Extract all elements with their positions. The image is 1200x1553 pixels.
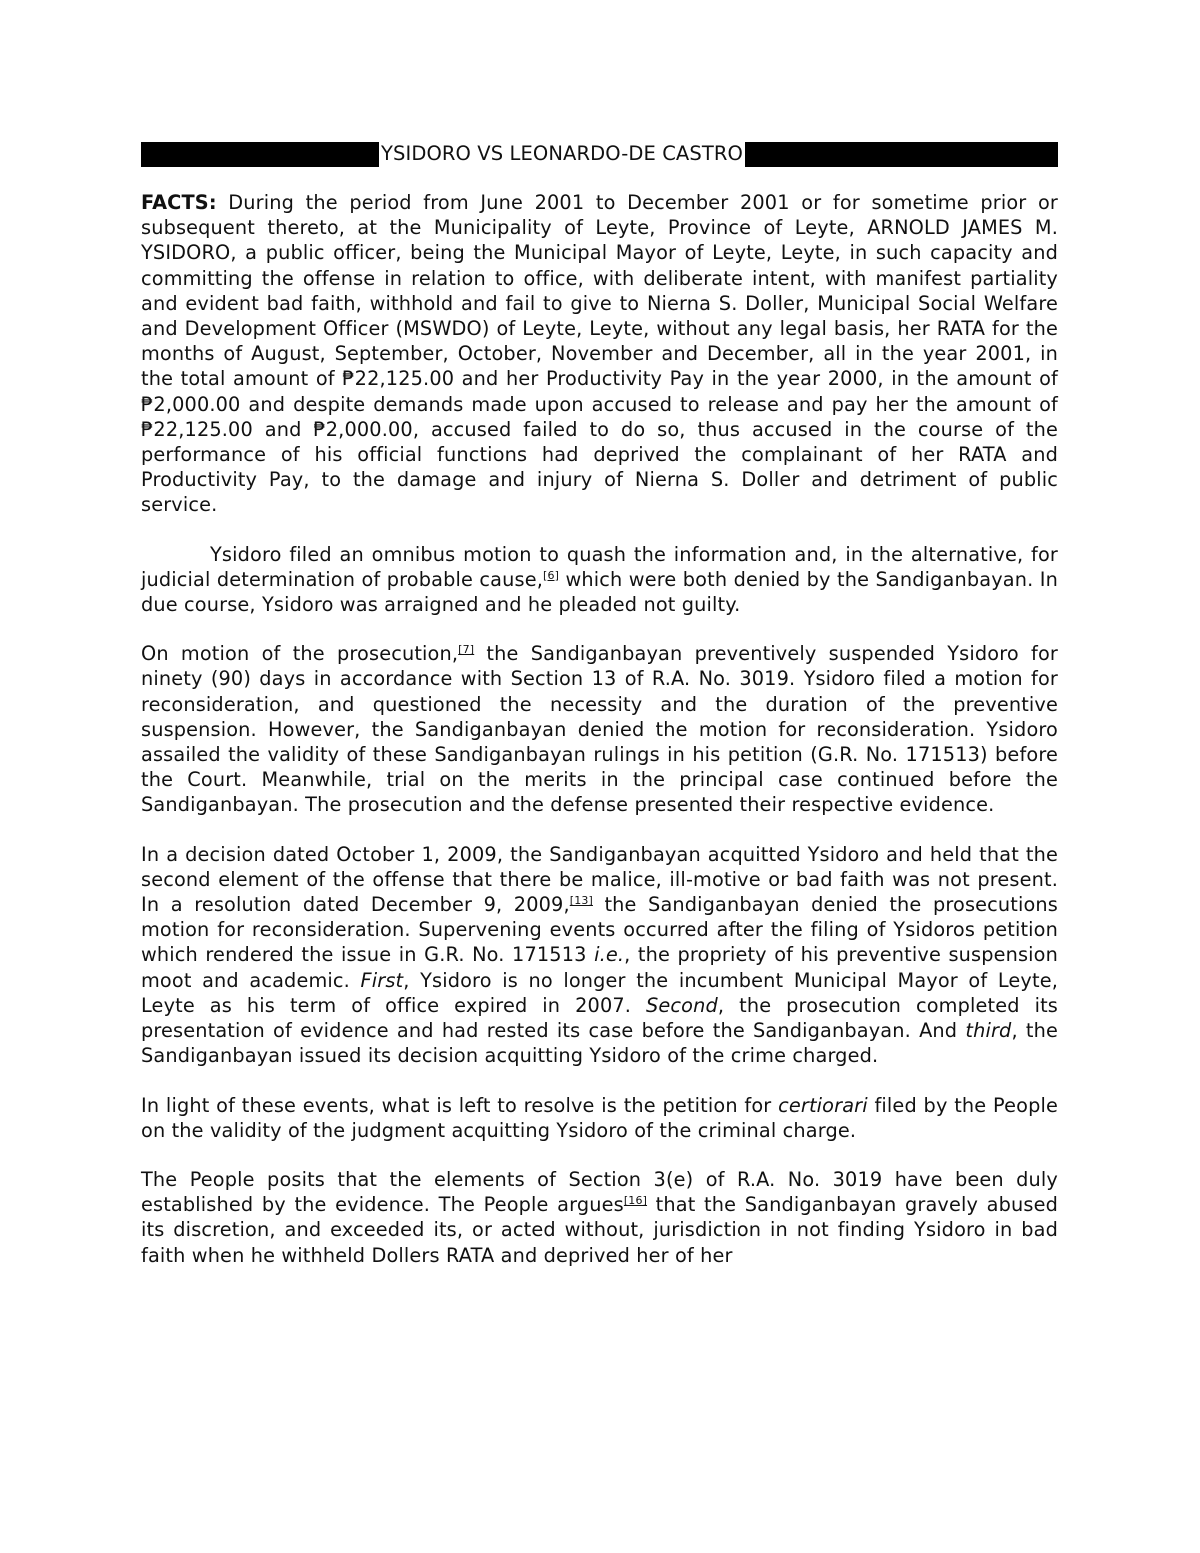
paragraph-text: the Sandiganbayan preventively suspended Ysidoro for ninety (90) days in accordance with Section 13 of R.A. No. 3019. Ysidoro filed a motion for reconsideration, and questioned the necessity and the duration of the preventive suspension. However, the Sandiganbayan denied the motion for reconsideration. Ysidoro assailed the validity of these Sandiganbayan rulings in his petition (G.R. No. 171513) before the Court. Meanwhile, trial on the merits in the principal case continued before the Sandiganbayan. The prosecution and the defense presented their respective evidence.: [141, 642, 1058, 817]
paragraph-text: , the propriety of his preventive suspension moot and academic.: [141, 943, 1058, 992]
decision-paragraph: [141, 842, 1058, 1069]
paragraph-text: In light of these events, what is left to resolve is the petition for: [141, 1093, 779, 1117]
people-argument-paragraph: [141, 1167, 1058, 1268]
paragraph-text: filed by the People on the validity of the judgment acquitting Ysidoro of the criminal charge.: [141, 1093, 1058, 1142]
certiorari-paragraph: [141, 1093, 1058, 1143]
paragraph-text: On motion of the prosecution,: [141, 642, 459, 666]
emphasis-text: certiorari: [778, 1093, 868, 1117]
footnote-link-13[interactable]: [13]: [569, 894, 593, 908]
emphasis-text: third: [965, 1019, 1012, 1043]
paragraph-text: which were both denied by the Sandiganbayan. In due course, Ysidoro was arraigned and he pleaded not guilty.: [141, 567, 1059, 617]
footnote-link-6[interactable]: [6]: [543, 568, 560, 582]
footnote-link-7[interactable]: [7]: [458, 643, 475, 657]
paragraph-text: , the prosecution completed its presentation of evidence and had rested its case before the Sandiganbayan. And: [141, 993, 1058, 1043]
facts-text: During the period from June 2001 to December 2001 or for sometime prior or subsequent thereto, at the Municipality of Leyte, Province of Leyte, ARNOLD JAMES M. YSIDORO, a public officer, being the Municipal Mayor of Leyte, Leyte, in such capacity and committing the offense in relation to office, with deliberate intent, with manifest partiality and evident bad faith, withhold and fail to give to Nierna S. Doller, Municipal Social Welfare and Development Officer (MSWDO) of Leyte, Leyte, without any legal basis, her RATA for the months of August, September, October, November and December, all in the year 2001, in the total amount of ₱22,125.00 and her Productivity Pay in the year 2000, in the amount of ₱2,000.00 and despite demands made upon accused to release and pay her the amount of ₱22,125.00 and ₱2,000.00, accused failed to do so, thus accused in the course of the performance of his official functions had deprived the complainant of her RATA and Productivity Pay, to the damage and injury of Nierna S. Doller and detriment of public service.: [141, 191, 1058, 517]
title-redaction-right: [745, 142, 1058, 167]
title-redaction-left: [141, 142, 379, 167]
paragraph-text: , the Sandiganbayan issued its decision acquitting Ysidoro of the crime charged.: [141, 1019, 1058, 1068]
emphasis-text: i.e.: [594, 943, 625, 967]
document-page: [141, 140, 1058, 1268]
paragraph-text: the Sandiganbayan denied the prosecutions motion for reconsideration. Supervening events occurred after the filing of Ysidoros petition which rendered the issue in G.R. No. 171513: [141, 893, 1058, 967]
paragraph-text: In a decision dated October 1, 2009, the Sandiganbayan acquitted Ysidoro and held that the second element of the offense that there be malice, ill-motive or bad faith was not present. In a resolution dated December 9, 2009,: [141, 842, 1058, 917]
omnibus-motion-paragraph: [141, 542, 1058, 618]
document-title: YSIDORO VS LEONARDO-DE CASTRO: [381, 142, 743, 165]
paragraph-text: The People posits that the elements of Section 3(e) of R.A. No. 3019 have been duly established by the evidence. The People argues: [141, 1167, 1058, 1217]
title-bar: [141, 140, 1058, 168]
emphasis-text: Second: [646, 993, 718, 1017]
paragraph-text: that the Sandiganbayan gravely abused its discretion, and exceeded its, or acted without, jurisdiction in not finding Ysidoro in bad faith when he withheld Dollers RATA and deprived her of her: [141, 1193, 1058, 1267]
facts-label: FACTS:: [141, 191, 217, 214]
footnote-link-16[interactable]: [16]: [623, 1194, 648, 1208]
paragraph-text: Ysidoro filed an omnibus motion to quash the information and, in the alternative, for judicial determination of probable cause,: [141, 542, 1058, 591]
paragraph-text: , Ysidoro is no longer the incumbent Municipal Mayor of Leyte, Leyte as his term of office expired in 2007.: [141, 968, 1058, 1017]
preventive-suspension-paragraph: [141, 641, 1058, 817]
emphasis-text: First: [360, 968, 404, 992]
facts-paragraph: [141, 190, 1058, 518]
